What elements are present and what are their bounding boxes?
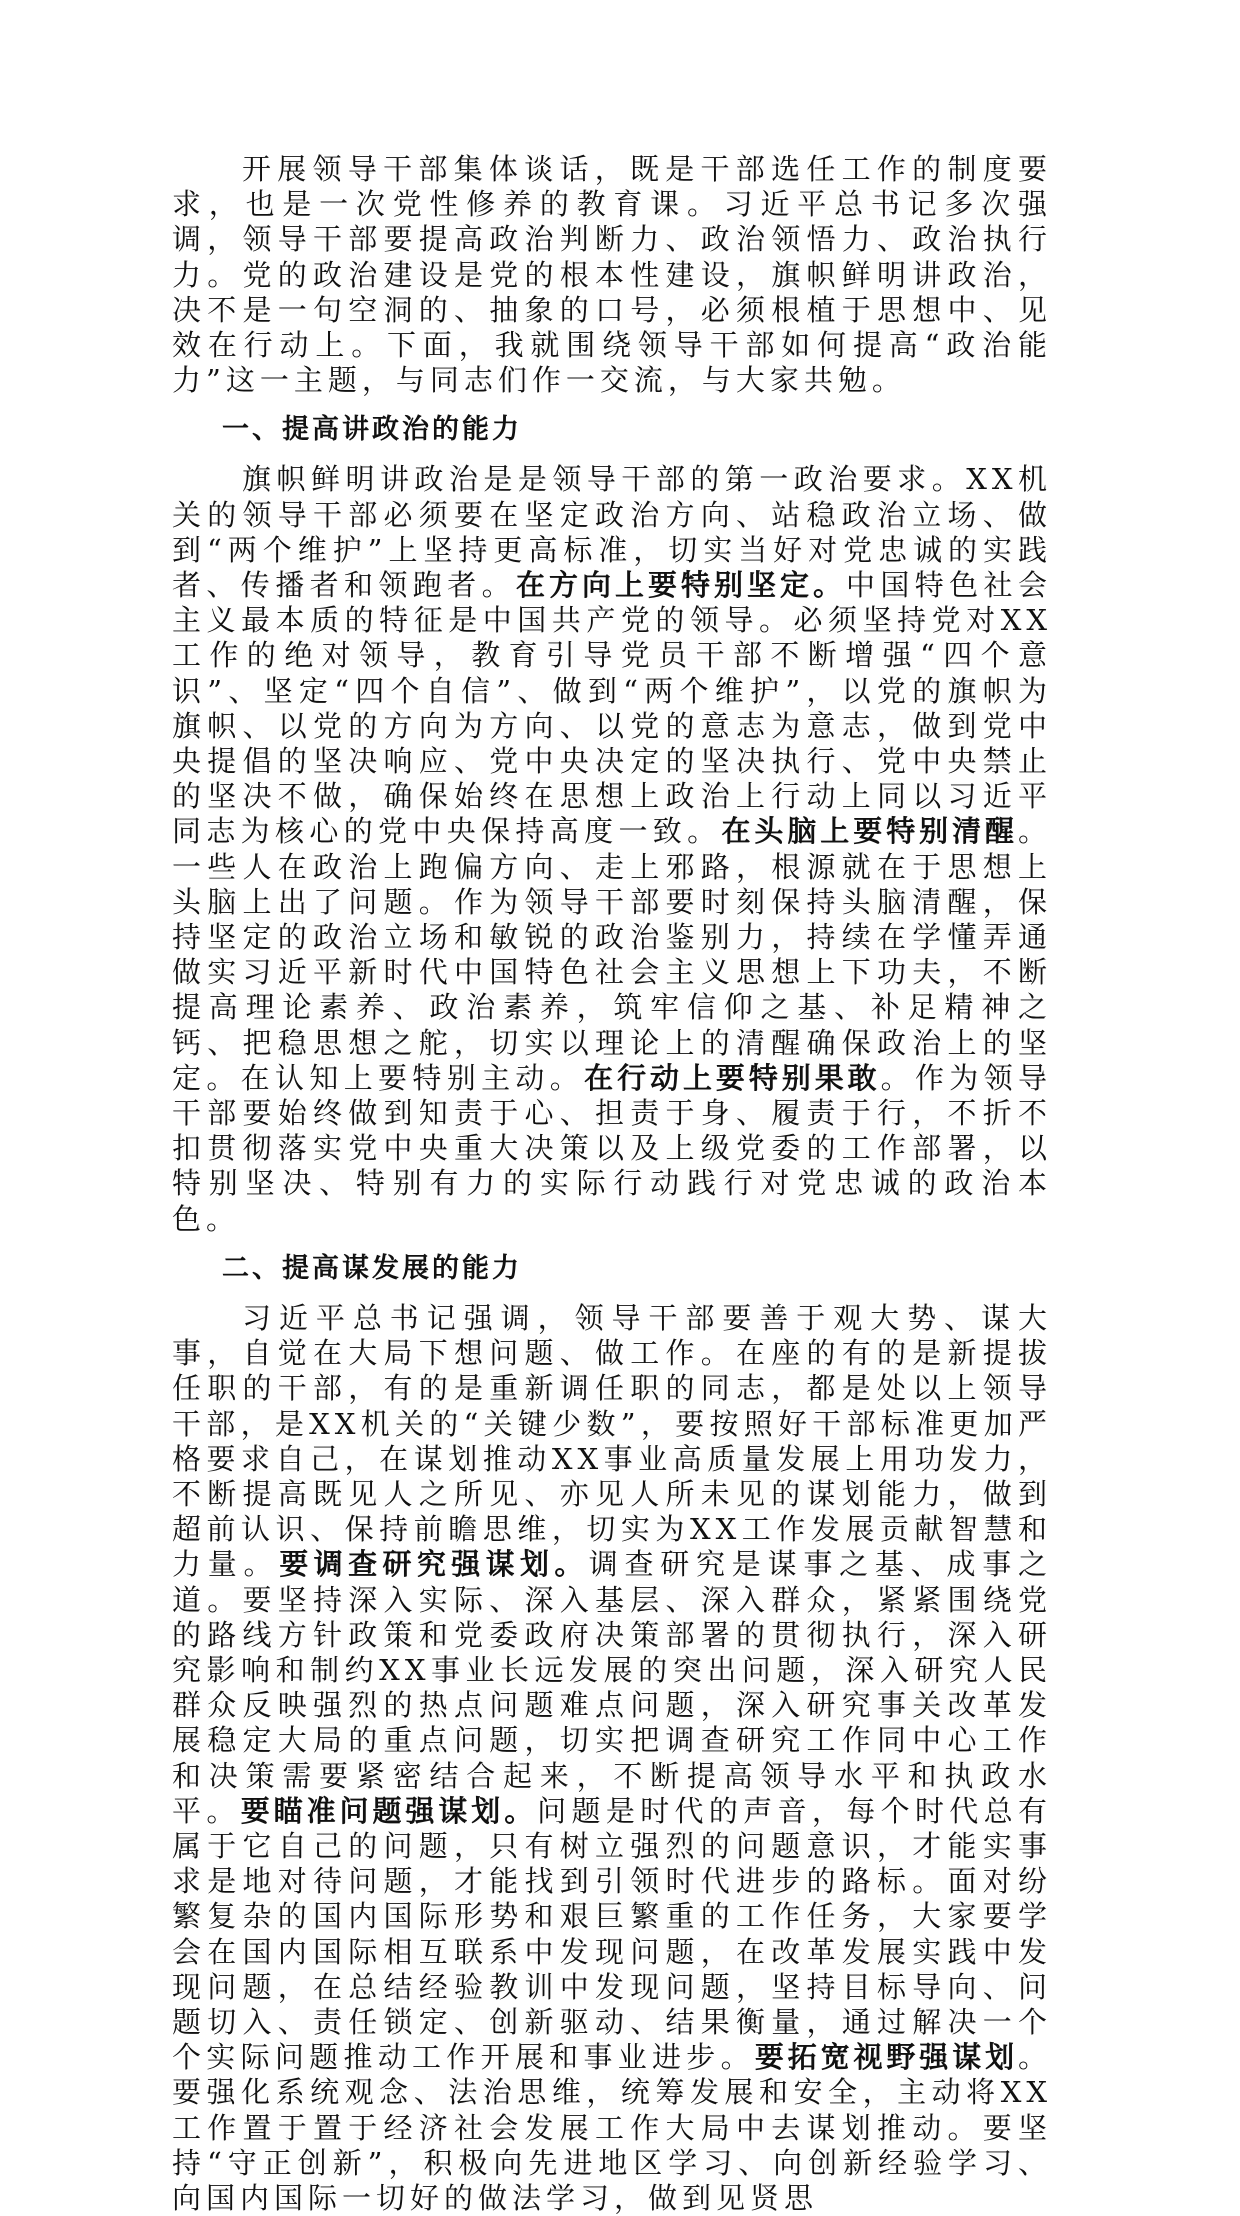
text-run: 旗帜鲜明讲政治是是领导干部的第一政治要求。XX机关的领导干部必须要在坚定政治方向、站稳政治立场、做到“两个维护”上坚持更高标准，切实当好对党忠诚的实践者、传播者和领跑者。 <box>172 462 1052 603</box>
bold-key-point: 在行动上要特别果敢 <box>584 1060 881 1095</box>
bold-key-point: 在头脑上要特别清醒 <box>721 814 1018 849</box>
text-run: 调查研究是谋事之基、成事之道。要坚持深入实际、深入基层、深入群众，紧紧围绕党的路线方针政策和党委政府决策部署的贯彻执行，深入研究影响和制约XX事业长远发展的突出问题，深入研究人民群众反映强烈的热点问题难点问题，深入研究事关改革发展稳定大局的重点问题，切实把调查研究工作同中心工作和决策需要紧密结合起来，不断提高领导水平和执政水平。 <box>172 1547 1052 1828</box>
section-1-heading: 一、提高讲政治的能力 <box>222 414 522 446</box>
text-run: 。作为领导干部要始终做到知责于心、担责于身、履责于行，不折不扣贯彻落实党中央重大决策以及上级党委的工作部署，以特别坚决、特别有力的实际行动践行对党忠诚的政治本色。 <box>172 1060 1052 1236</box>
document-page <box>172 152 1052 2216</box>
text-run: 中国特色社会主义最本质的特征是中国共产党的领导。必须坚持党对XX工作的绝对领导，教育引导党员干部不断增强“四个意识”、坚定“四个自信”、做到“两个维护”，以党的旗帜为旗帜、以党的方向为方向、以党的意志为意志，做到党中央提倡的坚决响应、党中央决定的坚决执行、党中央禁止的坚决不做，确保始终在思想上政治上行动上同以习近平同志为核心的党中央保持高度一致。 <box>172 568 1052 849</box>
section-2-paragraph <box>172 1301 1052 2216</box>
bold-key-point: 要拓宽视野强谋划 <box>754 2040 1018 2075</box>
text-run: 习近平总书记强调，领导干部要善于观大势、谋大事，自觉在大局下想问题、做工作。在座的有的是新提拔任职的干部，有的是重新调任职的同志，都是处以上领导干部，是XX机关的“关键少数”，要按照好干部标准更加严格要求自己，在谋划推动XX事业高质量发展上用功发力，不断提高既见人之所见、亦见人所未见的谋划能力，做到超前认识、保持前瞻思维，切实为XX工作发展贡献智慧和力量。 <box>172 1300 1052 1582</box>
intro-paragraph: 开展领导干部集体谈话，既是干部选任工作的制度要求，也是一次党性修养的教育课。习近平总书记多次强调，领导干部要提高政治判断力、政治领悟力、政治执行力。党的政治建设是党的根本性建设，旗帜鲜明讲政治，决不是一句空洞的、抽象的口号，必须根植于思想中、见效在行动上。下面，我就围绕领导干部如何提高“政治能力”这一主题，与同志们作一交流，与大家共勉。 <box>172 152 1052 398</box>
bold-key-point: 在方向上要特别坚定。 <box>515 568 846 603</box>
section-2-heading: 二、提高谋发展的能力 <box>222 1252 522 1284</box>
bold-key-point: 要调查研究强谋划。 <box>279 1547 589 1582</box>
section-1-paragraph <box>172 462 1052 1236</box>
text-run: 。要强化系统观念、法治思维，统筹发展和安全，主动将XX工作置于置于经济社会发展工作大局中去谋划推动。要坚持“守正创新”，积极向先进地区学习、向创新经验学习、向国内国际一切好的做法学习，做到见贤思 <box>172 2040 1052 2215</box>
bold-key-point: 要瞄准问题强谋划。 <box>240 1793 538 1828</box>
text-run: 问题是时代的声音，每个时代总有属于它自己的问题，只有树立强烈的问题意识，才能实事求是地对待问题，才能找到引领时代进步的路标。面对纷繁复杂的国内国际形势和艰巨繁重的工作任务，大家要学会在国内国际相互联系中发现问题，在改革发展实践中发现问题，在总结经验教训中发现问题，坚持目标导向、问题切入、责任锁定、创新驱动、结果衡量，通过解决一个个实际问题推动工作开展和事业进步。 <box>172 1793 1052 2075</box>
text-run: 。一些人在政治上跑偏方向、走上邪路，根源就在于思想上头脑上出了问题。作为领导干部要时刻保持头脑清醒，保持坚定的政治立场和敏锐的政治鉴别力，持续在学懂弄通做实习近平新时代中国特色社会主义思想上下功夫，不断提高理论素养、政治素养，筑牢信仰之基、补足精神之钙、把稳思想之舵，切实以理论上的清醒确保政治上的坚定。在认知上要特别主动。 <box>172 814 1052 1095</box>
